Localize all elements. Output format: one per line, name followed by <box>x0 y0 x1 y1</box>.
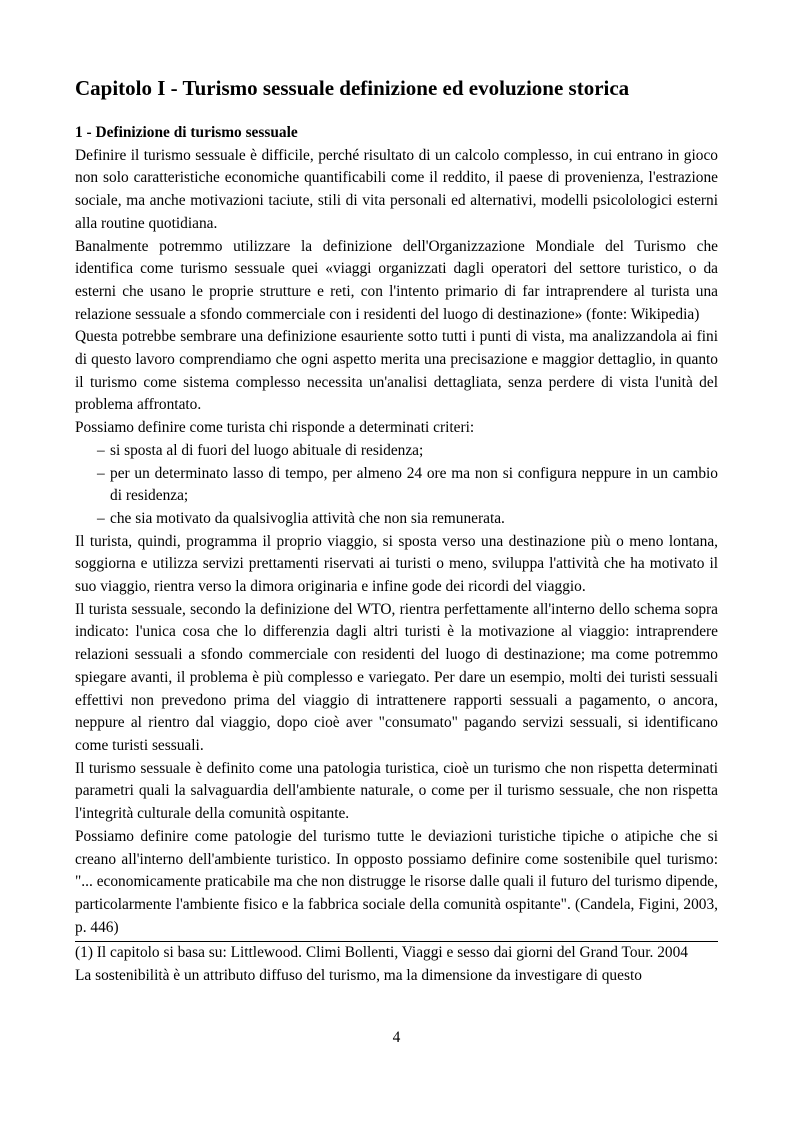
list-item <box>97 508 718 531</box>
paragraph-tourist-journey: Il turista, quindi, programma il proprio viaggio, si sposta verso una destinazione più o meno lontana, soggiorna e utilizza servizi prettamenti riservati ai turisti o meno, sviluppa l'attività che ha motivato il suo viaggio, rientra verso la dimora originaria e infine gode dei ricordi del viaggio. <box>75 532 718 596</box>
page-number: 4 <box>392 1029 401 1046</box>
paragraph-sustainability: Possiamo definire come patologie del turismo tutte le deviazioni turistiche tipiche o atipiche che si creano all'interno dell'ambiente turistico. In opposto possiamo definire come sostenibile quel turismo: "... economicamente praticabile ma che non distrugge le risorse dalle quali il futuro del turismo dipende, particolarmente l'ambiente fisico e la fabbrica sociale della comunità ospitante". (Candela, Figini, 2003, p. 446) <box>75 827 718 936</box>
paragraph-pathology: Il turismo sessuale è definito come una patologia turistica, cioè un turismo che non rispetta determinati parametri quali la salvaguardia dell'ambiente naturale, o come per il turismo sessuale, che non rispetta l'integrità culturale della comunità ospitante. <box>75 759 718 823</box>
paragraph-sex-tourist: Il turista sessuale, secondo la definizione del WTO, rientra perfettamente all'interno dello schema sopra indicato: l'unica cosa che lo differenzia dagli altri turisti è la motivazione al viaggio: intraprendere relazioni sessuali a sfondo commerciale con residenti del luogo di destinazione; ma come potremmo spiegare avanti, il problema è più complesso e variegato. Per dare un esempio, molti dei turisti sessuali effettivi non prevedono prima del viaggio di intrattenere rapporti sessuali a pagamento, o ancora, neppure al rientro dal viaggio, dopo cioè aver "consumato" pagando servizi sessuali, si identificano come turisti sessuali. <box>75 600 718 754</box>
paragraph-wto-definition: Banalmente potremmo utilizzare la definizione dell'Organizzazione Mondiale del Turismo che identifica come turismo sessuale quei «viaggi organizzati dagli operatori del settore turistico, o da esterni che usano le proprie strutture e reti, con l'intento primario di far intraprendere al turista una relazione sessuale a sfondo commerciale con i residenti del luogo di destinazione» (fonte: Wikipedia) <box>75 237 718 323</box>
list-item-text: che sia motivato da qualsivoglia attività che non sia remunerata. <box>110 509 505 527</box>
list-item <box>97 463 718 508</box>
bullet-dash: – <box>97 509 105 527</box>
list-item-text: si sposta al di fuori del luogo abituale di residenza; <box>110 441 424 459</box>
paragraph-criteria-intro: Possiamo definire come turista chi risponde a determinati criteri: <box>75 419 475 437</box>
bullet-dash: – <box>97 441 105 459</box>
list-item-text: per un determinato lasso di tempo, per almeno 24 ore ma non si configura neppure in un cambio di residenza; <box>110 464 718 505</box>
footnote: (1) Il capitolo si basa su: Littlewood. Climi Bollenti, Viaggi e sesso dai giorni del Grand Tour. 2004 <box>75 944 688 962</box>
bullet-dash: – <box>97 464 105 482</box>
paragraph-analysis: Questa potrebbe sembrare una definizione esauriente sotto tutti i punti di vista, ma analizzandola ai fini di questo lavoro comprendiamo che ogni aspetto merita una precisazione e maggior dettaglio, in quanto il turismo come sistema complesso necessita un'analisi dettagliata, senza perdere di vista l'unità del problema affrontato. <box>75 328 718 414</box>
section-title: 1 - Definizione di turismo sessuale <box>75 124 298 141</box>
paragraph-definition: Definire il turismo sessuale è difficile, perché risultato di un calcolo complesso, in cui entrano in gioco non solo caratteristiche economiche quantificabili come il reddito, il paese di provenienza, l'estrazione sociale, ma anche motivazioni taciute, stili di vita personali ed alternativi, modelli psicolologici esterni alla routine quotidiana. <box>75 146 718 232</box>
list-item <box>97 440 718 463</box>
body-text <box>75 122 718 988</box>
paragraph-continuation: La sostenibilità è un attributo diffuso del turismo, ma la dimensione da investigare di questo <box>75 967 642 985</box>
criteria-list <box>75 440 718 531</box>
chapter-title: Capitolo I - Turismo sessuale definizione ed evoluzione storica <box>75 76 630 100</box>
